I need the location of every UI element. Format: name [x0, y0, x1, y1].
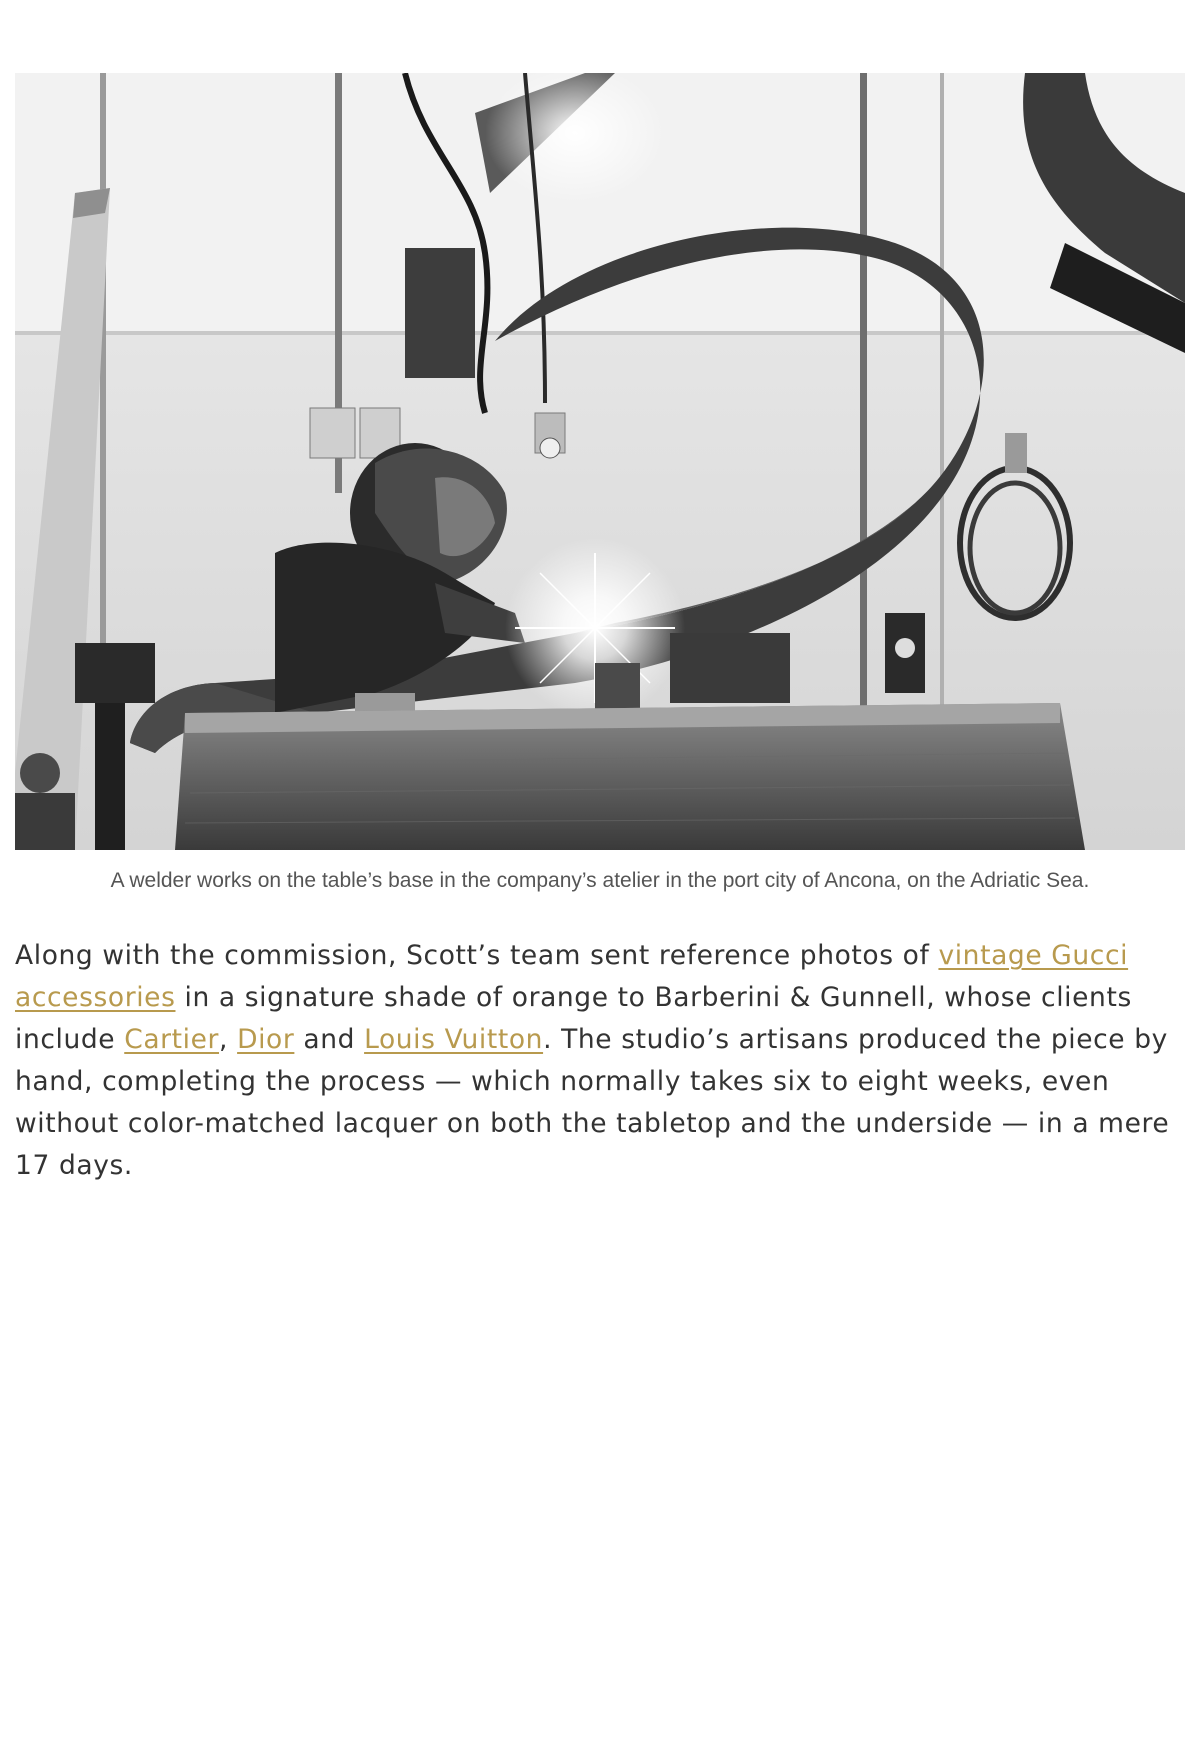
link-vintage-gucci-accessories[interactable]: vintage Gucci accessories	[15, 940, 1129, 1013]
link-cartier[interactable]: Cartier	[124, 1024, 220, 1055]
paragraph-text-3: ,	[219, 1024, 238, 1055]
link-louis-vuitton[interactable]: Louis Vuitton	[364, 1024, 544, 1055]
article-paragraph	[15, 935, 1187, 1187]
welder-photo-illustration	[15, 73, 1185, 850]
article-photo	[15, 73, 1185, 850]
paragraph-text-1: Along with the commission, Scott’s team sent reference photos of	[15, 940, 939, 971]
paragraph-text-4: and	[294, 1024, 365, 1055]
photo-caption: A welder works on the table’s base in the company’s atelier in the port city of Ancona, on the Adriatic Sea.	[110, 869, 1090, 892]
link-dior[interactable]: Dior	[237, 1024, 295, 1055]
paragraph-text-5: . The studio’s artisans produced the piece by hand, completing the process — which normally takes six to eight weeks, even without color-matched lacquer on both the tabletop and the underside — in a mere 17 days.	[15, 1024, 1170, 1181]
paragraph-text-2: in a signature shade of orange to Barberini & Gunnell, whose clients include	[15, 982, 1132, 1055]
